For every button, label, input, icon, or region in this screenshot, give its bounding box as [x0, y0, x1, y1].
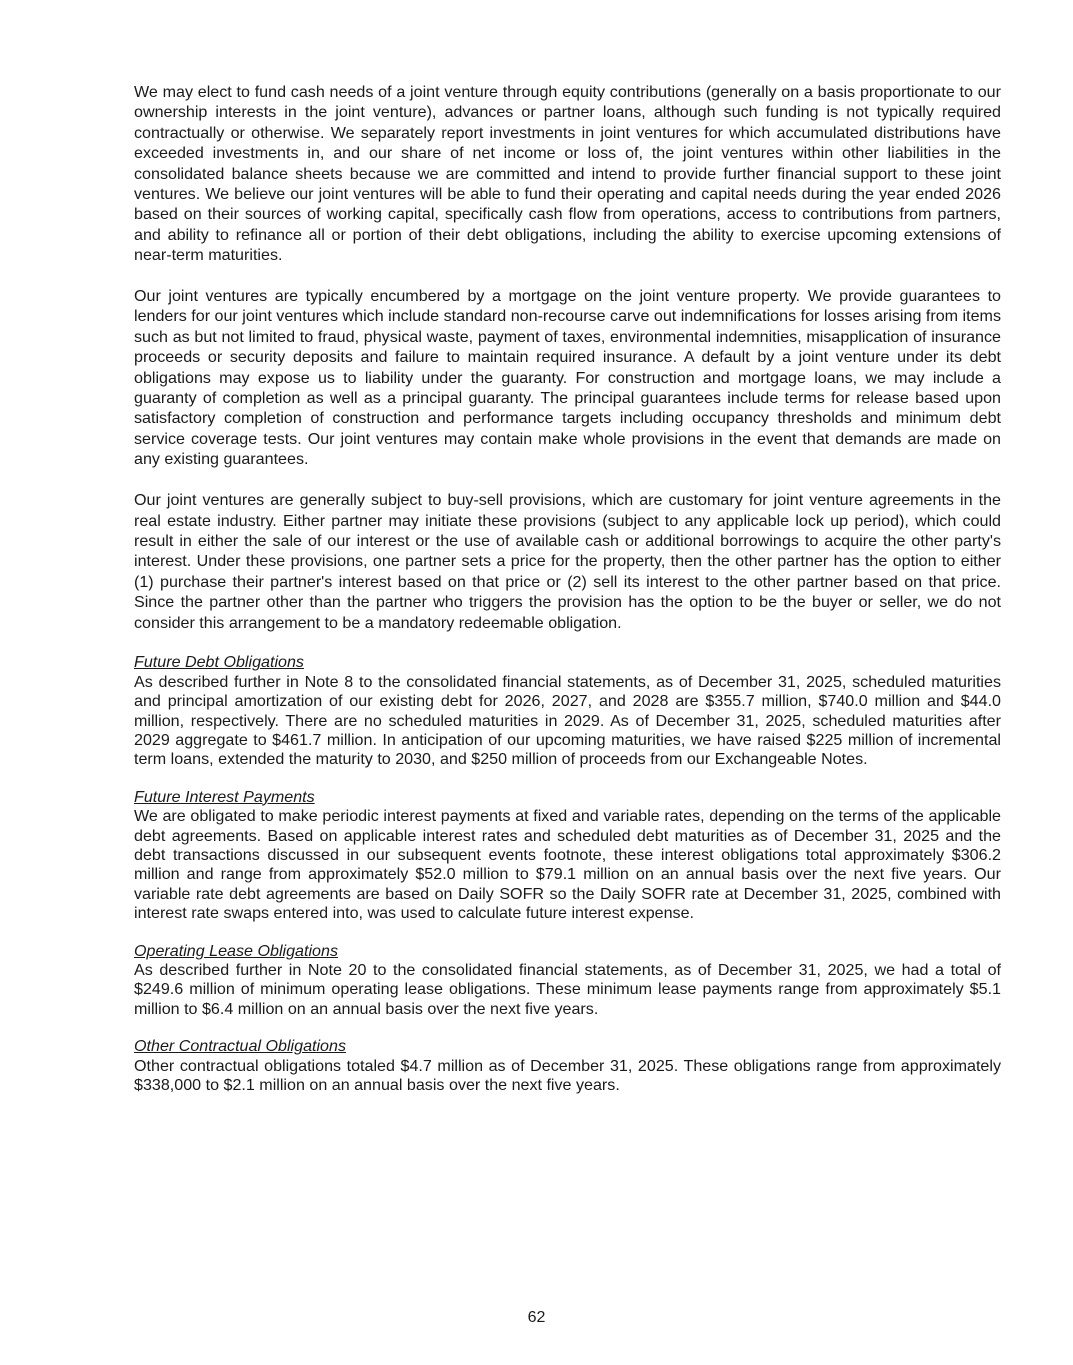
- paragraph-joint-venture-guarantees: Our joint ventures are typically encumbered by a mortgage on the joint venture property. We provide guarantees to lenders for our joint ventures which include standard non-recourse carve out indemnifications for losses arising from items such as but not limited to fraud, physical waste, payment of taxes, environmental indemnities, misapplication of insurance proceeds or security deposits and failure to maintain required insurance. A default by a joint venture under its debt obligations may expose us to liability under the guaranty. For construction and mortgage loans, we may include a guaranty of completion as well as a principal guaranty. The principal guarantees include terms for release based upon satisfactory completion of construction and performance targets including occupancy thresholds and minimum debt service coverage tests. Our joint ventures may contain make whole provisions in the event that demands are made on any existing guarantees.: [134, 287, 1001, 469]
- paragraph-buy-sell-provisions: Our joint ventures are generally subject to buy-sell provisions, which are customary for joint venture agreements in the real estate industry. Either partner may initiate these provisions (subject to any applicable lock up period), which could result in either the sale of our interest or the use of available cash or additional borrowings to acquire the other party's interest. Under these provisions, one partner sets a price for the property, then the other partner has the option to either (1) purchase their partner's interest based on that price or (2) sell its interest to the other partner based on that price. Since the partner other than the partner who triggers the provision has the option to be the buyer or seller, we do not consider this arrangement to be a mandatory redeemable obligation.: [134, 491, 1001, 632]
- document-page: [134, 82, 1001, 1113]
- section-text: Other contractual obligations totaled $4.7 million as of December 31, 2025. These obligations range from approximately $338,000 to $2.1 million on an annual basis over the next five years.: [134, 1056, 1001, 1095]
- section-other-contractual-obligations: [134, 1037, 1001, 1095]
- section-future-debt-obligations: [134, 653, 1001, 769]
- section-heading: Operating Lease Obligations: [134, 941, 338, 960]
- section-text: We are obligated to make periodic interest payments at fixed and variable rates, depending on the terms of the applicable debt agreements. Based on applicable interest rates and scheduled debt maturities as of December 31, 2025 and the debt transactions discussed in our subsequent events footnote, these interest obligations total approximately $306.2 million and range from approximately $52.0 million to $79.1 million on an annual basis over the next five years. Our variable rate debt agreements are based on Daily SOFR so the Daily SOFR rate at December 31, 2025, combined with interest rate swaps entered into, was used to calculate future interest expense.: [134, 807, 1001, 923]
- section-operating-lease-obligations: [134, 942, 1001, 1020]
- paragraph-joint-venture-funding: We may elect to fund cash needs of a joint venture through equity contributions (generally on a basis proportionate to our ownership interests in the joint venture), advances or partner loans, although such funding is not typically required contractually or otherwise. We separately report investments in joint ventures for which accumulated distributions have exceeded investments in, and our share of net income or loss of, the joint ventures within other liabilities in the consolidated balance sheets because we are committed and intend to provide further financial support to these joint ventures. We believe our joint ventures will be able to fund their operating and capital needs during the year ended 2026 based on their sources of working capital, specifically cash flow from operations, access to contributions from partners, and ability to refinance all or portion of their debt obligations, including the ability to exercise upcoming extensions of near-term maturities.: [134, 83, 1001, 265]
- section-heading: Future Interest Payments: [134, 787, 315, 806]
- section-heading: Other Contractual Obligations: [134, 1037, 347, 1056]
- section-future-interest-payments: [134, 788, 1001, 924]
- section-text: As described further in Note 8 to the consolidated financial statements, as of December 31, 2025, scheduled maturities and principal amortization of our existing debt for 2026, 2027, and 2028 are $355.7 million, $740.0 million and $44.0 million, respectively. There are no scheduled maturities in 2029. As of December 31, 2025, scheduled maturities after 2029 aggregate to $461.7 million. In anticipation of our upcoming maturities, we have raised $225 million of incremental term loans, extended the maturity to 2030, and $250 million of proceeds from our Exchangeable Notes.: [134, 672, 1001, 769]
- page-number: 62: [527, 1309, 546, 1326]
- section-heading: Future Debt Obligations: [134, 653, 304, 672]
- section-text: As described further in Note 20 to the consolidated financial statements, as of December 31, 2025, we had a total of $249.6 million of minimum operating lease obligations. These minimum lease payments range from approximately $5.1 million to $6.4 million on an annual basis over the next five years.: [134, 961, 1001, 1018]
